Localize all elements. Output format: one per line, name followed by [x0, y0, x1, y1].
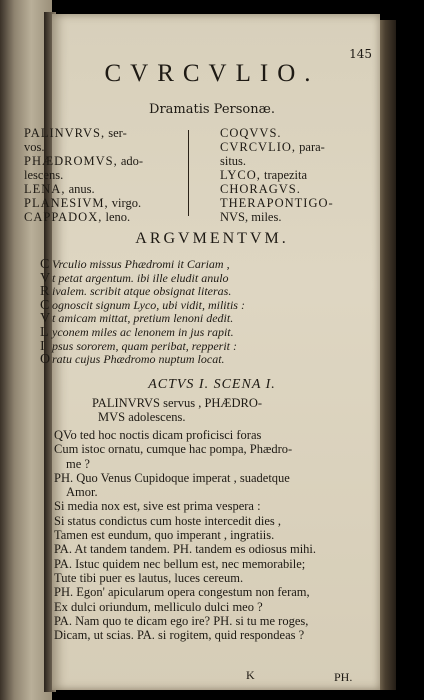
dialogue-line: PA. Nam quo te dicam ego ire? PH. si tu me roges, [54, 613, 309, 628]
personae-right-column [220, 126, 360, 224]
dialogue-line: PA. At tandem tandem. PH. tandem es odiosus mihi. [54, 542, 317, 557]
dialogue-line: QVo ted hoc noctis dicam proficisci foras [54, 428, 262, 442]
persona-description: trapezita [260, 168, 308, 182]
argument-line [40, 312, 350, 326]
persona-entry [24, 196, 206, 210]
argument-heading: ARGVMENTVM. [135, 230, 289, 247]
argument-line-text: Vrculio missus Phædromi it Cariam , [52, 257, 230, 271]
acrostic-letter: I [40, 338, 45, 354]
argument-line [40, 340, 350, 354]
argument-acrostic [40, 258, 350, 367]
acrostic-letter: C [40, 297, 50, 313]
scene-characters-line-2: MVS adolescens. [98, 410, 186, 424]
dialogue-line: Tute tibi puer es lautus, luces cereum. [54, 570, 244, 585]
persona-entry [24, 126, 206, 140]
page-number: 145 [349, 47, 372, 61]
dialogue-line: Cum istoc ornatu, cumque hac pompa, Phædro- [54, 442, 293, 457]
argument-line-text: psus sororem, quam peribat, repperit : [52, 338, 237, 353]
persona-name: LENA, [24, 182, 66, 196]
catchword: PH. [334, 670, 353, 684]
acrostic-letter: O [40, 352, 51, 368]
argument-line [40, 285, 350, 299]
persona-entry [24, 210, 206, 224]
dialogue-line: Si media nox est, sive est prima vespera : [54, 499, 261, 514]
persona-continuation: lescens. [24, 168, 64, 182]
persona-description: virgo. [108, 196, 142, 210]
scene-heading: ACTVS I. SCENA I. [148, 377, 276, 392]
persona-entry [220, 182, 360, 196]
dialogue-line: Tamen est eundum, quo imperant , ingratiis. [54, 528, 275, 543]
acrostic-letter: R [40, 284, 50, 300]
argument-line-text: ognoscit signum Lyco, ubi vidit, militis : [52, 297, 245, 312]
persona-continuation: NVS, miles. [220, 210, 282, 224]
persona-entry [220, 168, 360, 182]
persona-name: CAPPADOX, [24, 210, 103, 224]
scene-characters-line-1: PALINVRVS servus , PHÆDRO- [92, 396, 263, 410]
dialogue-line: Amor. [66, 485, 98, 500]
persona-continuation: situs. [220, 154, 247, 168]
argument-line [40, 299, 350, 313]
persona-entry [220, 140, 360, 154]
persona-description: para- [296, 140, 325, 154]
argument-line [40, 353, 350, 367]
acrostic-letter: V [40, 270, 51, 286]
persona-entry [24, 182, 206, 196]
argument-line [40, 326, 350, 340]
dialogue-line: Si status condictus cum hoste intercedit dies , [54, 513, 282, 528]
persona-continuation: vos. [24, 140, 45, 154]
personae-left-column [24, 126, 206, 224]
argument-line [40, 272, 350, 286]
persona-name: CVRCVLIO, [220, 140, 297, 154]
play-title: CVRCVLIO. [104, 60, 320, 87]
persona-entry [220, 126, 360, 140]
dialogue-line: PH. Egon' apicularum opera congestum non feram, [54, 585, 310, 600]
persona-name: COQVVS. [220, 126, 282, 140]
argument-line-text: ivalem. scribit atque obsignat literas. [52, 284, 232, 299]
signature-mark: K [246, 668, 255, 682]
persona-name: PALINVRVS, [24, 126, 106, 140]
argument-line-text: yconem miles ac lenonem in jus rapit. [52, 324, 234, 339]
argument-line-text: t amicam mittat, pretium lenoni dedit. [52, 311, 234, 326]
persona-entry [220, 196, 360, 210]
argument-line-text: ratu cujus Phædromo nuptum locat. [52, 352, 225, 367]
persona-entry [24, 154, 206, 168]
personae-heading: Dramatis Personæ. [149, 102, 275, 117]
persona-description: ado- [117, 154, 144, 168]
acrostic-letter: L [40, 324, 49, 340]
dialogue-line: PA. Istuc quidem nec bellum est, nec memorabile; [54, 556, 306, 571]
acrostic-letter: V [40, 311, 51, 327]
persona-name: CHORAGVS. [220, 182, 301, 196]
right-page-edge [378, 20, 396, 690]
acrostic-letter: C [40, 257, 50, 272]
scene-characters [58, 396, 358, 424]
persona-name: THERAPONTIGO- [220, 196, 334, 210]
argument-line-text: t petat argentum. ibi ille eludit anulo [52, 270, 229, 285]
persona-name: LYCO, [220, 168, 261, 182]
persona-description: ser- [105, 126, 127, 140]
persona-description: anus. [65, 182, 95, 196]
dialogue-line: PH. Quo Venus Cupidoque imperat , suadetque [54, 470, 290, 485]
dialogue-line: Ex dulci oriundum, melliculo dulci meo ? [54, 599, 263, 614]
persona-description: leno. [102, 210, 131, 224]
dialogue-line: me ? [66, 456, 90, 471]
dialogue-text [54, 428, 364, 642]
argument-line [40, 258, 350, 272]
dialogue-line: Dicam, ut scias. PA. si rogitem, quid respondeas ? [54, 628, 305, 643]
persona-name: PHÆDROMVS, [24, 154, 118, 168]
persona-name: PLANESIVM, [24, 196, 109, 210]
